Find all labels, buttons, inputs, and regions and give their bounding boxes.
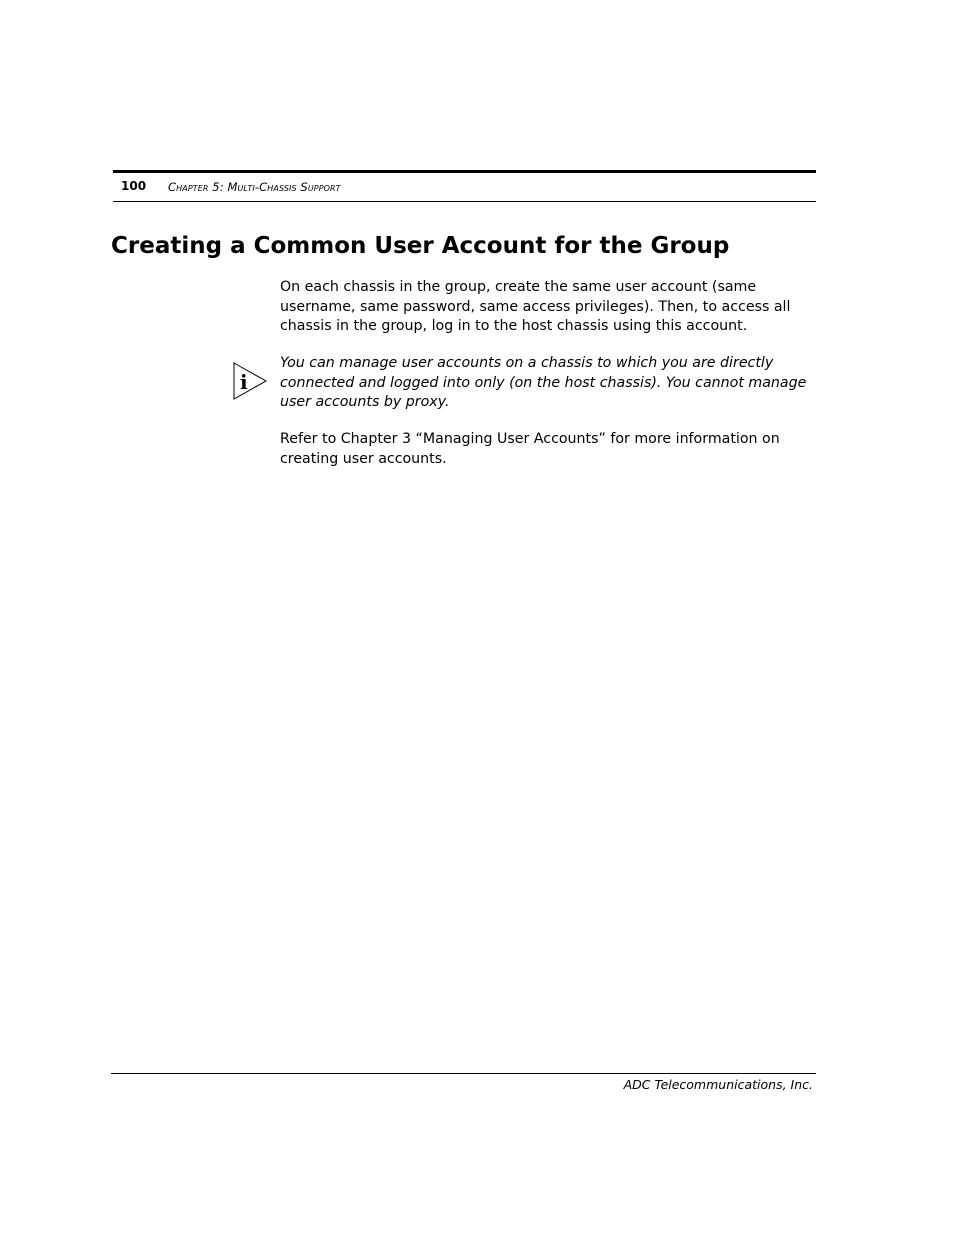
header-rule-bottom bbox=[113, 201, 816, 202]
chapter-title: Chapter 5: Multi-Chassis Support bbox=[168, 180, 341, 194]
note-text: You can manage user accounts on a chassis to which you are directly connected and logged into only (on the host chassis). You cannot manage user accounts by proxy. bbox=[280, 355, 807, 410]
body-paragraph: On each chassis in the group, create the same user account (same username, same password, same access privileges). Then, to access all chassis in the group, log in to the host chassis using this account. bbox=[280, 279, 791, 334]
header-rule-top bbox=[113, 170, 816, 173]
body-paragraph-reference: Refer to Chapter 3 “Managing User Accounts” for more information on creating user accounts. bbox=[280, 431, 780, 467]
footer-company: ADC Telecommunications, Inc. bbox=[623, 1077, 813, 1092]
svg-text:i: i bbox=[240, 370, 248, 394]
section-heading: Creating a Common User Account for the Group bbox=[111, 233, 730, 259]
page-number: 100 bbox=[121, 179, 147, 193]
footer-rule bbox=[111, 1073, 816, 1074]
info-note-icon bbox=[232, 361, 268, 401]
